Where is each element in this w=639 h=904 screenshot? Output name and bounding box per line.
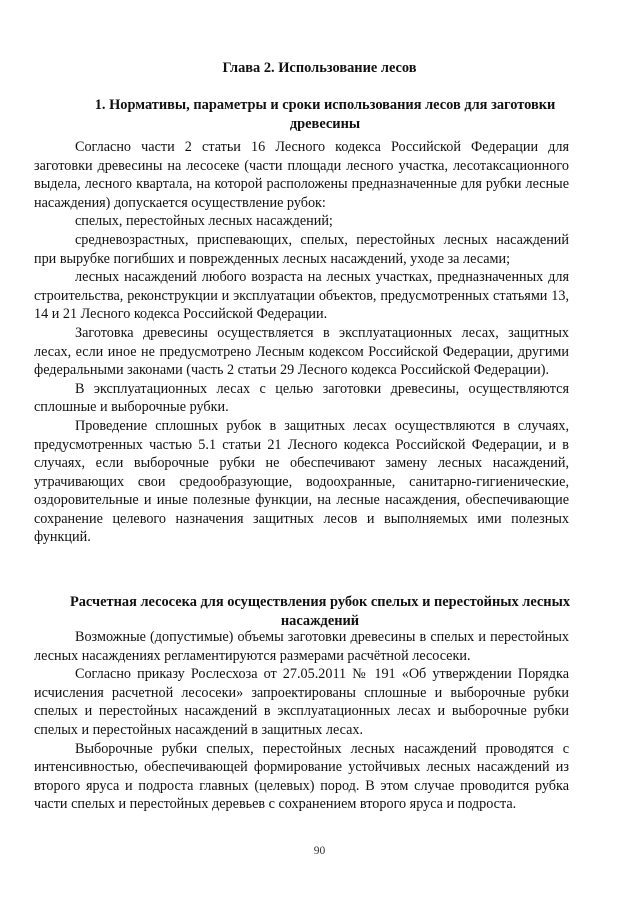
chapter-title: Глава 2. Использование лесов	[222, 60, 417, 76]
paragraph: Возможные (допустимые) объемы заготовки древесины в спелых и перестойных лесных насаждениях регламентируются размерами расчётной лесосеки.	[34, 629, 569, 664]
page-number: 90	[313, 845, 326, 857]
paragraph: Согласно части 2 статьи 16 Лесного кодекса Российской Федерации для заготовки древесины на лесосеке (части площади лесного участка, лесотаксационного выдела, лесного квартала, на которой расположены предназначенные для рубки лесные насаждения) допускается осуществление рубок:	[34, 139, 569, 211]
paragraph: лесных насаждений любого возраста на лесных участках, предназначенных для строительства, реконструкции и эксплуатации объектов, предусмотренных статьями 13, 14 и 21 Лесного кодекса Российской Федерации.	[34, 269, 569, 323]
paragraph: Проведение сплошных рубок в защитных лесах осуществляются в случаях, предусмотренных частью 5.1 статьи 21 Лесного кодекса Российской Федерации, и в случаях, если выборочные рубки не обеспечивают замену лесных насаждений, утрачивающих свои средообразующие, водоохранные, санитарно-гигиенические, оздоровительные и иные полезные функции, на лесные насаждения, обеспечивающие сохранение целевого назначения защитных лесов и выполняемых ими полезных функций.	[34, 417, 569, 546]
section-1-title: 1. Нормативы, параметры и сроки использования лесов для заготовки древесины	[94, 97, 556, 132]
section-1-body	[34, 138, 569, 547]
paragraph: В эксплуатационных лесах с целью заготовки древесины, осуществляются сплошные и выборочные рубки.	[34, 380, 569, 416]
section-2-body	[34, 628, 569, 814]
paragraph: Согласно приказу Рослесхоза от 27.05.2011 № 191 «Об утверждении Порядка исчисления расчетной лесосеки» запроектированы сплошные и выборочные рубки спелых и перестойных насаждений в эксплуатационных лесах и выборочные рубки спелых и перестойных насаждений в защитных лесах.	[34, 666, 569, 738]
section-2-title: Расчетная лесосека для осуществления рубок спелых и перестойных лесных насаждений	[69, 594, 571, 629]
paragraph: средневозрастных, приспевающих, спелых, перестойных лесных насаждений при вырубке погибших и поврежденных лесных насаждений, уходе за лесами;	[34, 231, 569, 267]
paragraph: Выборочные рубки спелых, перестойных лесных насаждений проводятся с интенсивностью, обеспечивающей формирование устойчивых лесных насаждений из второго яруса и подроста главных (целевых) пород. В этом случае проводится рубка части спелых и перестойных деревьев с сохранением второго яруса и подроста.	[34, 740, 569, 813]
paragraph: спелых, перестойных лесных насаждений;	[75, 213, 333, 230]
paragraph: Заготовка древесины осуществляется в эксплуатационных лесах, защитных лесах, если иное не предусмотрено Лесным кодексом Российской Федерации, другими федеральными законами (часть 2 статьи 29 Лесного кодекса Российской Федерации).	[34, 324, 569, 379]
